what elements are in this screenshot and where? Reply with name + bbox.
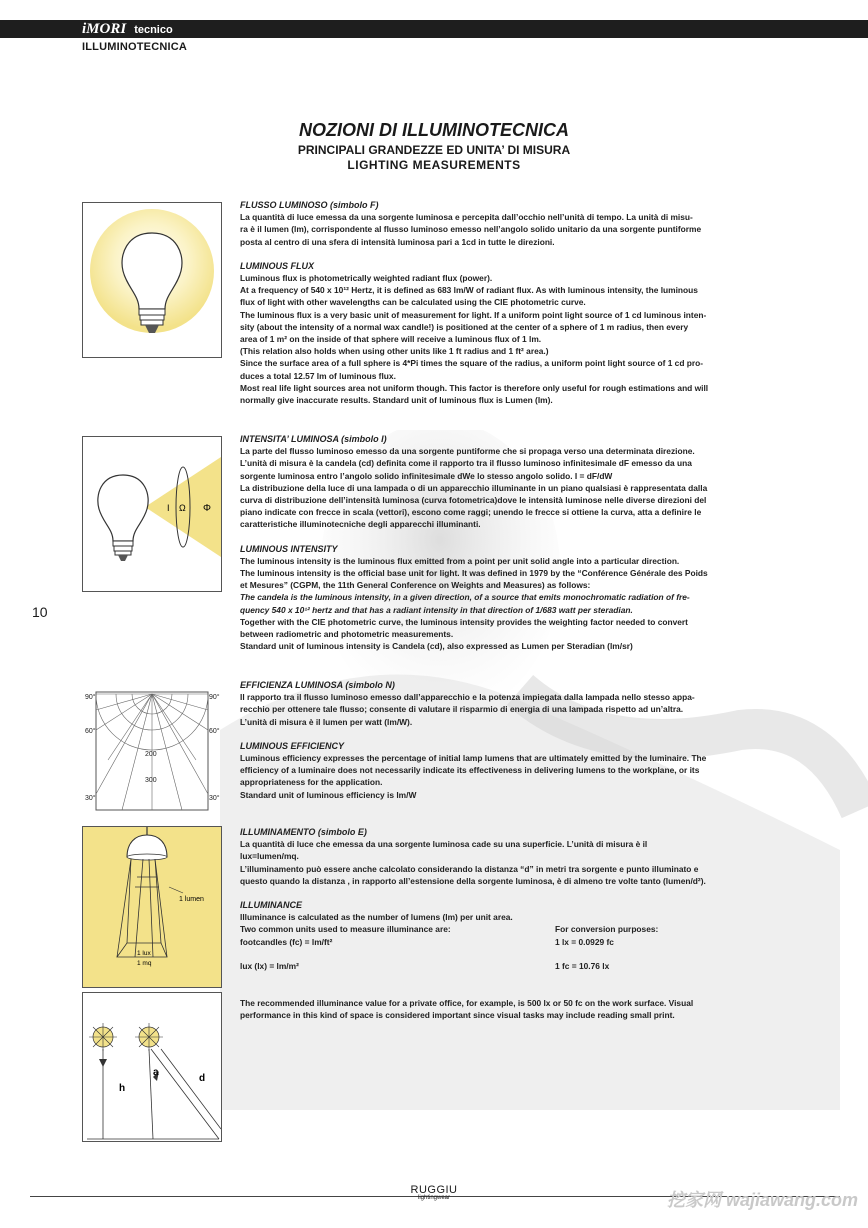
text-line: La distribuzione della luce di una lampada o di un apparecchio illuminante in un piano qualsiasi è rappresentata dalla: [240, 482, 708, 493]
text-line: recchio per ottenere tale flusso; consente di valutare il risparmio di energia di una lampada rispetto ad un’altra.: [240, 704, 684, 715]
text-line: curva di distribuzione dell’intensità luminosa (curva fotometrica)dove le intensità luminose nelle diverse direzioni del: [240, 495, 707, 506]
text-line: normally give inaccurate results. Standard unit of luminous flux is Lumen (lm).: [240, 395, 553, 406]
text-line: caratteristiche illuminotecniche degli apparecchi illuminanti.: [240, 519, 481, 530]
text-line: quency 540 x 10¹² hertz and that has a radiant intensity in that direction of 1/683 watt per steradian.: [240, 604, 633, 615]
polar-panel: [82, 690, 222, 816]
label-d: d: [199, 1073, 206, 1084]
text-line: Luminous efficiency expresses the percentage of initial lamp lumens that are ultimately emitted by the luminaire. The: [240, 753, 707, 764]
luminous-intensity-heading: LUMINOUS INTENSITY: [240, 543, 338, 554]
text-line: L’illuminamento può essere anche calcolato considerando la distanza “d” in metri tra sorgente e punto illuminato e: [240, 863, 699, 874]
bulb-panel: [82, 202, 222, 358]
label-lux: 1 lux: [137, 950, 151, 957]
page-subtitle-en: LIGHTING MEASUREMENTS: [347, 158, 521, 172]
text-line: Most real life light sources area not uniform though. This factor is therefore only useful for rough estimations and will: [240, 382, 709, 393]
text-line: Together with the CIE photometric curve, the luminous intensity provides the weighting factor needed to convert: [240, 616, 688, 627]
text-line: The recommended illuminance value for a private office, for example, is 500 lx or 50 fc on the work surface. Visual: [240, 998, 694, 1008]
watermark: 挖家网 wajiawang.com: [666, 1190, 858, 1210]
text-line: duces a total 12.57 lm of luminous flux.: [240, 370, 396, 381]
brand: [82, 20, 173, 38]
text-line: Standard unit of luminous intensity is Candela (cd), also expressed as Lumen per Steradian (lm/sr): [240, 641, 633, 652]
page-number: 10: [32, 604, 48, 620]
text-line: Il rapporto tra il flusso luminoso emesso dall’apparecchio e la potenza impiegata dalla lampada nello stesso appa-: [240, 692, 695, 703]
row-left: footcandles (fc) = lm/ft²: [240, 936, 333, 947]
row-left: lux (lx) = lm/m²: [240, 960, 299, 971]
page-title: NOZIONI DI ILLUMINOTECNICA: [299, 120, 569, 140]
text-line: The luminous intensity is the official base unit for light. It was defined in 1979 by the “Conférence Générale des Poids: [240, 568, 708, 579]
polar-90-right: 90°: [209, 694, 220, 701]
row-right: 1 fc = 10.76 lx: [555, 960, 610, 971]
label-lumen: 1 lumen: [179, 896, 204, 903]
text-line: appropriateness for the application.: [240, 777, 383, 788]
distance-diagram: [83, 993, 221, 1141]
text-line: The luminous flux is a very basic unit of measurement for light. If a uniform point light source of 1 cd luminous inten-: [240, 309, 707, 320]
polar-60-right: 60°: [209, 728, 220, 735]
polar-30-left: 30°: [85, 795, 96, 802]
intensity-text: [240, 433, 790, 652]
row-left: [240, 948, 555, 960]
illuminance-text: [240, 826, 790, 972]
text-line: area of 1 m² on the inside of that sphere will receive a luminous flux of 1 lm.: [240, 334, 542, 345]
label-mq: 1 mq: [137, 960, 152, 967]
polar-60-left: 60°: [85, 728, 96, 735]
text-line: L’unità di misura è la candela (cd) definita come il rapporto tra il flusso luminoso infinitesimale dF emesso da una: [240, 458, 692, 469]
text-line: L’unità di misura è il lumen per watt (lm/W).: [240, 716, 413, 727]
flusso-heading: FLUSSO LUMINOSO (simbolo F): [240, 200, 379, 210]
intensita-heading: INTENSITA’ LUMINOSA (simbolo I): [240, 434, 387, 444]
illuminance-row: [240, 936, 790, 948]
polar-diagram: [82, 690, 222, 816]
label-I: I: [167, 503, 170, 513]
polar-90-left: 90°: [85, 694, 96, 701]
illuminance-panel: [82, 826, 222, 988]
illuminamento-heading: ILLUMINAMENTO (simbolo E): [240, 827, 367, 837]
intensity-diagram: [83, 437, 221, 591]
illuminance-diagram: [83, 827, 221, 987]
brand-logo: iMORI: [82, 21, 127, 37]
polar-300: 300: [145, 777, 157, 784]
row-right: For conversion purposes:: [555, 924, 659, 935]
text-line: (This relation also holds when using other units like 1 ft radius and 1 ft² area.): [240, 346, 549, 357]
text-line: flux of light with other wavelengths can be calculated using the CIE photometric curve.: [240, 297, 586, 308]
text-line: At a frequency of 540 x 10¹² Hertz, it is defined as 683 lm/W of radiant flux. As with luminous intensity, the luminous: [240, 285, 698, 296]
page-subtitle-it: PRINCIPALI GRANDEZZE ED UNITA’ DI MISURA: [297, 143, 571, 157]
illuminance-heading: ILLUMINANCE: [240, 900, 302, 911]
illuminance-row: [240, 923, 790, 935]
footer-brand-tagline: lightingwear: [417, 1195, 451, 1201]
text-line: Standard unit of luminous efficiency is lm/W: [240, 789, 417, 800]
text-line: questo quando la distanza , in rapporto all’estensione della sorgente luminosa, è di almeno tre volte tanto (lumen/d²).: [240, 875, 706, 886]
text-line: La quantità di luce che emessa da una sorgente luminosa cade su una superficie. L’unità di misura è il: [240, 839, 648, 850]
text-line: piano indicate con frecce in scala (vettori), escono come raggi; unendo le frecce si ottiene la curva, atta a definire le: [240, 507, 702, 518]
efficienza-heading: EFFICIENZA LUMINOSA (simbolo N): [240, 680, 395, 690]
recommended-text: [240, 997, 790, 1021]
distance-panel: [82, 992, 222, 1142]
label-omega: Ω: [179, 503, 186, 513]
label-a: a: [153, 1067, 159, 1078]
brand-sub: tecnico: [134, 24, 173, 36]
text-line: ra è il lumen (lm), corrispondente al flusso luminoso emesso nell’angolo solido unitario da una sorgente puntiforme: [240, 224, 702, 235]
luminous-flux-heading: LUMINOUS FLUX: [240, 260, 314, 271]
text-line: et Mesures” (CGPM, the 11th General Conference on Weights and Measures) as follows:: [240, 580, 591, 591]
text-line: La quantità di luce emessa da una sorgente luminosa e percepita dall’occhio nell’unità di tempo. La unità di misu-: [240, 212, 693, 223]
text-line: efficiency of a luminaire does not necessarily indicate its effectiveness in delivering lumens to the workplane, or its: [240, 765, 700, 776]
text-line: Luminous flux is photometrically weighted radiant flux (power).: [240, 273, 493, 284]
text-line: sity (about the intensity of a normal wax candle!) is positioned at the center of a sphere of 1 m radius, then every: [240, 321, 689, 332]
text-line: sorgente luminosa entro l’angolo solido infinitesimale dWe lo stesso angolo solido. I = dF/dW: [240, 470, 613, 481]
lightbulb-icon: [83, 203, 221, 357]
text-line: The luminous intensity is the luminous flux emitted from a point per unit solid angle into a particular direction.: [240, 555, 680, 566]
polar-30-right: 30°: [209, 795, 220, 802]
intensity-panel: [82, 436, 222, 592]
label-phi: Φ: [203, 503, 211, 514]
polar-200: 200: [145, 751, 157, 758]
text-line: lux=lumen/mq.: [240, 851, 299, 862]
section-label: ILLUMINOTECNICA: [82, 41, 188, 53]
illuminance-row: [240, 960, 790, 972]
flux-text: [240, 199, 790, 406]
efficiency-text: [240, 679, 790, 801]
illuminance-row: [240, 948, 790, 960]
text-line: La parte del flusso luminoso emesso da una sorgente puntiforme che si propaga verso una determinata direzione.: [240, 446, 695, 457]
text-line: Illuminance is calculated as the number of lumens (lm) per unit area.: [240, 912, 513, 923]
label-h: h: [119, 1083, 126, 1094]
text-line: Since the surface area of a full sphere is 4*Pi times the square of the radius, a uniform point light source of 1 cd pro-: [240, 358, 704, 369]
text-line: between radiometric and photometric measurements.: [240, 629, 454, 640]
footer-brand-name: RUGGIU: [410, 1184, 458, 1196]
row-left: Two common units used to measure illuminance are:: [240, 924, 451, 935]
text-line: The candela is the luminous intensity, in a given direction, of a source that emits monochromatic radiation of fre-: [240, 592, 690, 603]
row-right: 1 lx = 0.0929 fc: [555, 936, 614, 947]
text-line: posta al centro di una sfera di intensità luminosa pari a 1cd in tutte le direzioni.: [240, 236, 555, 247]
luminous-efficiency-heading: LUMINOUS EFFICIENCY: [240, 740, 345, 751]
text-line: performance in this kind of space is considered important since visual tasks may include reading small print.: [240, 1010, 675, 1021]
